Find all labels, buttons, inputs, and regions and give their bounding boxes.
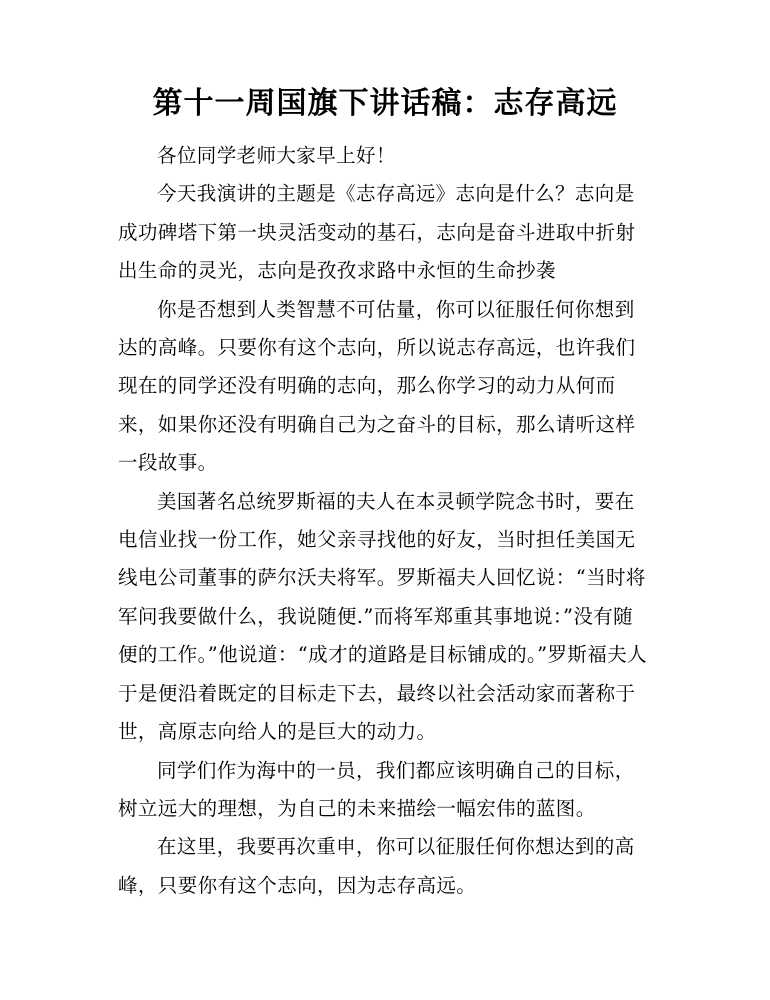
paragraph-students: 同学们作为海中的一员，我们都应该明确自己的目标，树立远大的理想，为自己的未来描绘一幅宏伟的蓝图。: [118, 758, 635, 820]
paragraph-roosevelt-story: 美国著名总统罗斯福的夫人在本灵顿学院念书时，要在电信业找一份工作，她父亲寻找他的好友，当时担任美国无线电公司董事的萨尔沃夫将军。罗斯福夫人回忆说：“当时将军问我要做什么，我说随便.”而将军郑重其事地说：”没有随便的工作。”他说道：“成才的道路是目标铺成的。”罗斯福夫人于是便沿着既定的目标走下去，最终以社会活动家而著称于世，高原志向给人的是巨大的动力。: [118, 489, 648, 744]
paragraph-wisdom: 你是否想到人类智慧不可估量，你可以征服任何你想到达的高峰。只要你有这个志向，所以说志存高远，也许我们现在的同学还没有明确的志向，那么你学习的动力从何而来，如果你还没有明确自己为之奋斗的目标，那么请听这样一段故事。: [118, 297, 636, 475]
document-title: 第十一周国旗下讲话稿：志存高远: [152, 86, 618, 121]
paragraph-theme: 今天我演讲的主题是《志存高远》志向是什么？志向是成功碑塔下第一块灵活变动的基石，志向是奋斗进取中折射出生命的灵光，志向是孜孜求路中永恒的生命抄袭: [118, 182, 636, 283]
paragraph-greeting: 各位同学老师大家早上好！: [157, 144, 396, 167]
paragraph-conclusion: 在这里，我要再次重申，你可以征服任何你想达到的高峰，只要你有这个志向，因为志存高远。: [118, 835, 635, 897]
document-body: [118, 137, 650, 905]
